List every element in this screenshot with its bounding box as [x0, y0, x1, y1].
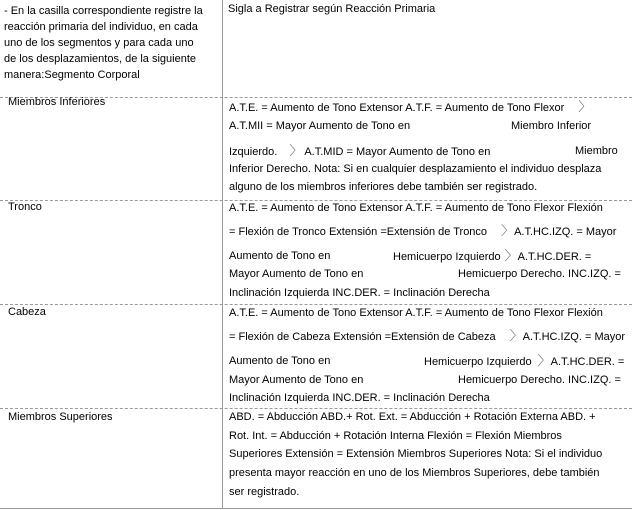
description-line: A.T.E. = Aumento de Tono Extensor A.T.F. = Aumento de Tono Flexor Flexión [229, 307, 603, 319]
description-line: = Flexión de Cabeza Extensión =Extensión de Cabeza 〉A.T.HC.IZQ. = Mayor [229, 328, 626, 343]
segment-label: Miembros Inferiores [8, 96, 106, 108]
description-line: Inferior Derecho. Nota: Si en cualquier desplazamiento el individuo desplaza [229, 163, 602, 175]
header-instructions [4, 3, 203, 83]
description-line-part: Hemicuerpo Derecho. INC.IZQ. = [458, 374, 621, 386]
description-line: A.T.E. = Aumento de Tono Extensor A.T.F. = Aumento de Tono Flexor 〉 [229, 99, 592, 114]
segment-label: Tronco [8, 201, 42, 213]
angle-right-icon: 〉 [504, 248, 518, 263]
description-line: Rot. Int. = Abducción + Rotación Interna Flexión = Flexión Miembros [229, 430, 562, 442]
description-line-part: Hemicuerpo Derecho. INC.IZQ. = [458, 268, 621, 280]
description-line: ABD. = Abducción ABD.+ Rot. Ext. = Abducción + Rotación Externa ABD. + [229, 411, 596, 423]
description-line-part: Miembro Inferior [511, 120, 592, 132]
row-divider [0, 200, 632, 201]
description-line: ser registrado. [229, 486, 300, 498]
description-line: Aumento de Tono en [229, 250, 331, 262]
angle-right-icon: 〉 [537, 353, 551, 368]
description-line: A.T.E. = Aumento de Tono Extensor A.T.F. = Aumento de Tono Flexor Flexión [229, 202, 603, 214]
description-line: presenta mayor reacción en uno de los Miembros Superiores, debe también [229, 467, 600, 479]
description-line: A.T.MII = Mayor Aumento de Tono en [229, 120, 411, 132]
description-line: Inclinación Izquierda INC.DER. = Inclinación Derecha [229, 392, 490, 404]
header-line: - En la casilla correspondiente registre la [4, 5, 203, 17]
header-line: manera:Segmento Corporal [4, 69, 140, 81]
table-bottom-border [0, 508, 632, 509]
angle-right-icon: 〉 [501, 223, 515, 238]
description-line: alguno de los miembros inferiores debe también ser registrado. [229, 181, 538, 193]
description-line: Mayor Aumento de Tono en [229, 374, 364, 386]
header-line: uno de los segmentos y para cada uno [4, 37, 194, 49]
angle-right-icon: 〉 [289, 143, 303, 158]
angle-right-icon: 〉 [578, 99, 592, 114]
angle-right-icon: 〉 [509, 328, 523, 343]
header-column-title: Sigla a Registrar según Reacción Primaria [228, 3, 436, 15]
row-divider [0, 304, 632, 305]
description-line: Superiores Extensión = Extensión Miembros Superiores Nota: Si el individuo [229, 448, 603, 460]
description-line: Inclinación Izquierda INC.DER. = Inclinación Derecha [229, 287, 490, 299]
header-line: reacción primaria del individuo, en cada [4, 21, 198, 33]
description-line-part: Hemicuerpo Izquierdo 〉A.T.HC.DER. = [424, 353, 625, 368]
column-divider [222, 0, 223, 508]
description-line-part: Hemicuerpo Izquierdo 〉A.T.HC.DER. = [393, 248, 592, 263]
segment-label: Cabeza [8, 306, 46, 318]
segment-label: Miembros Superiores [8, 411, 113, 423]
description-line: Izquierdo. 〉 A.T.MID = Mayor Aumento de Tono en [229, 143, 491, 158]
description-line-part: Miembro [575, 145, 618, 157]
description-line: Mayor Aumento de Tono en [229, 268, 364, 280]
header-line: de los desplazamientos, de la siguiente [4, 53, 197, 65]
row-divider [0, 408, 632, 409]
description-line: Aumento de Tono en [229, 355, 331, 367]
description-line: = Flexión de Tronco Extensión =Extensión de Tronco 〉A.T.HC.IZQ. = Mayor [229, 223, 617, 238]
